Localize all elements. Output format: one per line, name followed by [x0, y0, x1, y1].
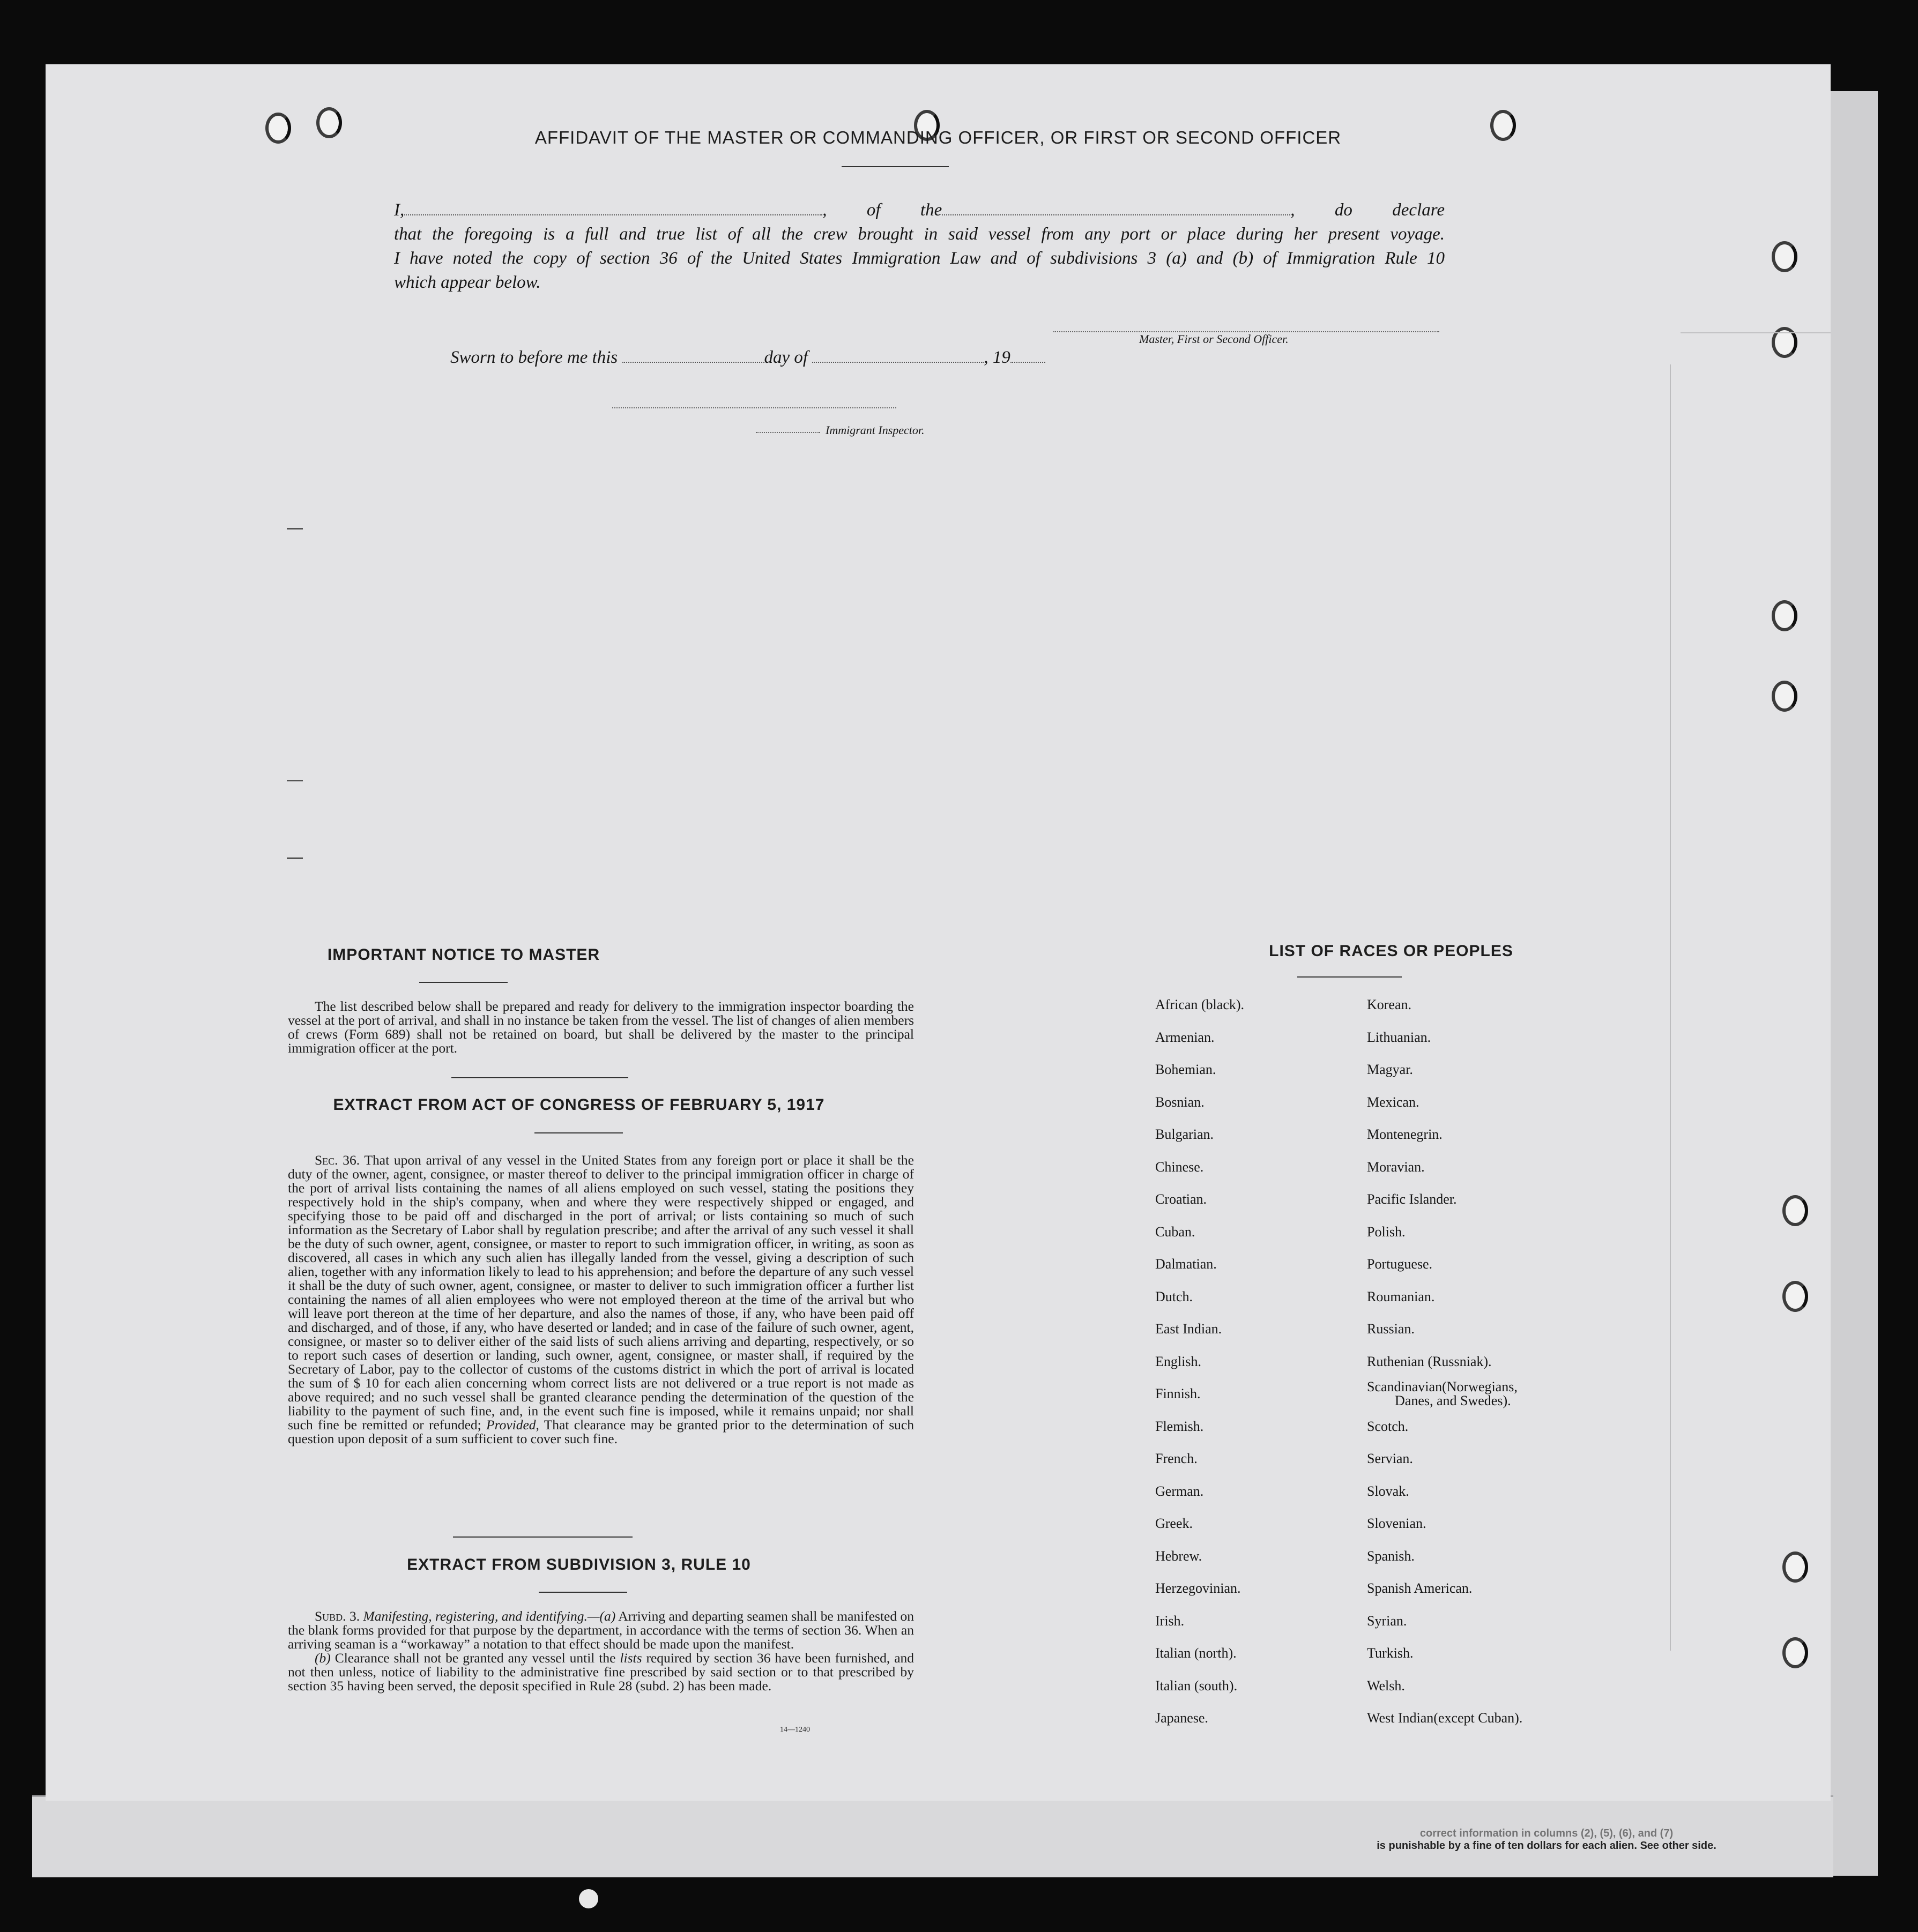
separator-rule — [451, 1077, 628, 1078]
race-item: Slovenian. — [1367, 1516, 1426, 1531]
race-item: Scotch. — [1367, 1418, 1409, 1434]
race-item: Irish. — [1155, 1613, 1185, 1629]
race-item: Ruthenian (Russniak). — [1367, 1353, 1492, 1369]
race-item: Flemish. — [1155, 1418, 1204, 1434]
sworn-prefix: Sworn to before me this — [450, 348, 618, 367]
footnote-line-1: correct information in columns (2), (5), (6), and (7) — [1419, 1827, 1674, 1839]
para-a: Arriving and departing seamen shall be manifested on the blank forms provided for that purpose by the department, in accordance with the terms of section 36. When an arriving seaman is a “workaway” a notation to that effect should be made upon the manifest. — [288, 1608, 914, 1652]
subd-label: Subd. 3. — [315, 1608, 360, 1624]
race-item: Croatian. — [1155, 1191, 1207, 1207]
sworn-year-blank[interactable] — [1010, 362, 1045, 363]
bleed-mark — [287, 780, 303, 781]
form-number: 14—1240 — [780, 1726, 810, 1734]
race-item: Herzegovinian. — [1155, 1580, 1241, 1596]
affidavit-title: AFFIDAVIT OF THE MASTER OR COMMANDING OFFICER, OR FIRST OR SECOND OFFICER — [534, 128, 1342, 147]
race-item: Japanese. — [1155, 1710, 1208, 1726]
name-blank[interactable] — [404, 214, 822, 215]
affidavit-line-2: that the foregoing is a full and true list of all the crew brought in said vessel from any port or place during her present voyage. — [394, 225, 1445, 244]
affidavit-text — [394, 198, 1445, 295]
punch-hole-right-4 — [1772, 681, 1797, 712]
race-item: West Indian(except Cuban). — [1367, 1710, 1523, 1726]
affidavit-line-4: which appear below. — [394, 273, 541, 292]
footnote — [1332, 1827, 1761, 1852]
punch-hole-right-7 — [1782, 1551, 1808, 1583]
race-item: Dutch. — [1155, 1288, 1193, 1304]
race-item: Italian (north). — [1155, 1645, 1237, 1661]
vessel-blank[interactable] — [942, 214, 1290, 215]
punch-hole-right-5 — [1782, 1195, 1808, 1226]
of-the-label: , of the — [822, 200, 942, 220]
para-b-label: (b) — [315, 1650, 331, 1666]
race-item: Roumanian. — [1367, 1288, 1435, 1304]
manifest-page — [46, 64, 1831, 1801]
race-item: African (black). — [1155, 997, 1245, 1012]
i-label: I, — [394, 200, 405, 220]
separator-rule — [453, 1536, 633, 1538]
rule-extract-title: EXTRACT FROM SUBDIVISION 3, RULE 10 — [407, 1556, 751, 1573]
bleed-through-line — [1670, 364, 1671, 1651]
race-item: Welsh. — [1367, 1677, 1405, 1694]
races-title: LIST OF RACES OR PEOPLES — [1269, 942, 1513, 960]
do-declare-label: , do declare — [1290, 200, 1445, 220]
rule-extract-text — [288, 1609, 914, 1693]
affidavit-line-3: I have noted the copy of section 36 of the United States Immigration Law and of subdivisions 3 (a) and (b) of Immigration Rule 10 — [394, 249, 1445, 268]
act-paragraph-end: That clearance may be granted prior to the determination of such question upon deposit of a sum sufficient to cover such fine. — [288, 1417, 915, 1446]
race-item: Chinese. — [1155, 1159, 1204, 1175]
para-b-2: required by section 36 have been furnished, and not then unless, notice of liability to the administrative fine prescribed by said section or to that prescribed by section 35 having been served, the deposit specified in Rule 28 (subd. 2) has been made. — [288, 1650, 915, 1694]
subd-heading: Manifesting, registering, and identifying.—(a) — [363, 1608, 616, 1624]
rule-rule — [539, 1592, 627, 1593]
section-label: Sec. 36. — [315, 1152, 360, 1168]
act-extract-text — [288, 1153, 914, 1446]
race-item: French. — [1155, 1451, 1198, 1466]
race-item: Syrian. — [1367, 1613, 1407, 1629]
notice-rule — [419, 982, 508, 983]
notice-text — [288, 999, 914, 1055]
races-left-column — [1155, 989, 1244, 1735]
bleed-mark — [287, 857, 303, 859]
notice-paragraph: The list described below shall be prepared and ready for delivery to the immigration inspector boarding the vessel at the port of arrival, and shall in no instance be taken from the vessel. The list of changes of alien members of crews (Form 689) shall not be retained on board, but shall be delivered by the master to the principal immigration officer at the port. — [288, 998, 914, 1056]
race-item: Bosnian. — [1155, 1094, 1205, 1110]
act-extract-title: EXTRACT FROM ACT OF CONGRESS OF FEBRUARY 5, 1917 — [333, 1096, 825, 1114]
punch-hole-bottom — [579, 1889, 598, 1908]
race-item: German. — [1155, 1483, 1204, 1499]
bleed-through-line — [1681, 332, 1831, 333]
act-paragraph: That upon arrival of any vessel in the United States from any foreign port or place it shall be the duty of the owner, agent, consignee, or master thereof to deliver to the principal immigration officer in charge of the port of arrival lists containing the names of all aliens employed on such vessel, stating the positions they respectively hold in the ship's company, when and where they were respectively shipped or engaged, and specifying those to be paid off and discharged in the port of arrival; or lists containing so much of such information as the Secretary of Labor shall by regulation prescribe; and after the arrival of any such vessel it shall be the duty of such owner, agent, consignee, or master to report to such immigration officer, in writing, as soon as discovered, all cases in which any such alien has illegally landed from the vessel, giving a description of such alien, together with any information likely to lead to his apprehension; and before the departure of any such vessel it shall be the duty of such owner, agent, consignee, or master to deliver to such immigration officer a further list containing the names of all alien employees who were not employed thereon at the time of the arrival but who will leave port thereon at the time of her departure, and also the names of those, if any, who have been paid off and discharged, and of those, if any, who have deserted or landed; and in case of the failure of such owner, agent, consignee, or master so to deliver either of the said lists of such aliens arriving and departing, respectively, or so to report such cases of desertion or landing, such owner, agent, consignee, or master shall, if required by the Secretary of Labor, pay to the collector of customs of the customs district in which the port of arrival is located the sum of $ 10 for each alien concerning whom correct lists are not delivered or a true report is not made as above required; and no such vessel shall be granted clearance pending the determination of the question of the liability to the payment of such fine, and, in the event such fine is imposed, while it remains unpaid; nor shall such fine be remitted or refunded; — [288, 1152, 914, 1433]
race-item: East Indian. — [1155, 1321, 1222, 1337]
punch-hole-right-2 — [1772, 327, 1797, 358]
race-item: Servian. — [1367, 1451, 1413, 1466]
race-item: Greek. — [1155, 1516, 1193, 1531]
race-item: Magyar. — [1367, 1062, 1413, 1077]
para-b-1: Clearance shall not be granted any vessel until the — [334, 1650, 616, 1666]
race-item: Bohemian. — [1155, 1062, 1216, 1077]
race-item: Polish. — [1367, 1224, 1406, 1240]
race-item: Italian (south). — [1155, 1677, 1238, 1694]
act-rule — [534, 1132, 623, 1133]
sworn-day-blank[interactable] — [622, 362, 764, 363]
race-item: Armenian. — [1155, 1029, 1215, 1045]
title-rule — [842, 166, 949, 167]
race-item: Russian. — [1367, 1321, 1415, 1337]
punch-hole-right-1 — [1772, 241, 1797, 272]
race-item: Slovak. — [1367, 1483, 1409, 1499]
race-item: Montenegrin. — [1367, 1127, 1443, 1142]
race-item: Bulgarian. — [1155, 1127, 1214, 1142]
bleed-mark — [287, 528, 303, 529]
inspector-caption: Immigrant Inspector. — [826, 423, 925, 437]
inspector-signature-line[interactable] — [612, 407, 896, 408]
sworn-line — [450, 346, 1147, 370]
punch-hole-right-3 — [1772, 600, 1797, 631]
punch-hole-right-6 — [1782, 1281, 1808, 1312]
race-item-line-1: Scandinavian(Norwegians, — [1367, 1379, 1518, 1394]
para-b-lists: lists — [620, 1650, 642, 1666]
race-item: English. — [1155, 1353, 1201, 1369]
signature-caption: Master, First or Second Officer. — [1139, 332, 1289, 346]
sworn-year-label: , 19 — [984, 348, 1010, 367]
provided-label: Provided, — [486, 1417, 539, 1433]
race-item: Dalmatian. — [1155, 1256, 1217, 1272]
race-item: Spanish American. — [1367, 1580, 1473, 1596]
races-right-column — [1367, 989, 1522, 1735]
sworn-month-blank[interactable] — [812, 362, 984, 363]
race-item: Turkish. — [1367, 1645, 1414, 1661]
race-item: Hebrew. — [1155, 1548, 1202, 1564]
race-item: Moravian. — [1367, 1159, 1425, 1175]
footnote-line-2: is punishable by a fine of ten dollars for each alien. See other side. — [1377, 1840, 1716, 1852]
race-item: Portuguese. — [1367, 1256, 1433, 1272]
race-item — [1367, 1378, 1522, 1411]
inspector-sub-line — [756, 432, 820, 433]
sworn-day-label: day of — [764, 348, 808, 367]
race-item: Cuban. — [1155, 1224, 1195, 1240]
race-item: Finnish. — [1155, 1386, 1201, 1401]
race-item: Korean. — [1367, 997, 1412, 1012]
race-item: Pacific Islander. — [1367, 1191, 1457, 1207]
race-item: Lithuanian. — [1367, 1029, 1431, 1045]
race-item: Spanish. — [1367, 1548, 1415, 1564]
races-rule — [1297, 976, 1402, 978]
race-item-line-2: Danes, and Swedes). — [1395, 1393, 1511, 1408]
notice-title: IMPORTANT NOTICE TO MASTER — [327, 946, 600, 964]
punch-hole-right-8 — [1782, 1637, 1808, 1668]
race-item: Mexican. — [1367, 1094, 1419, 1110]
